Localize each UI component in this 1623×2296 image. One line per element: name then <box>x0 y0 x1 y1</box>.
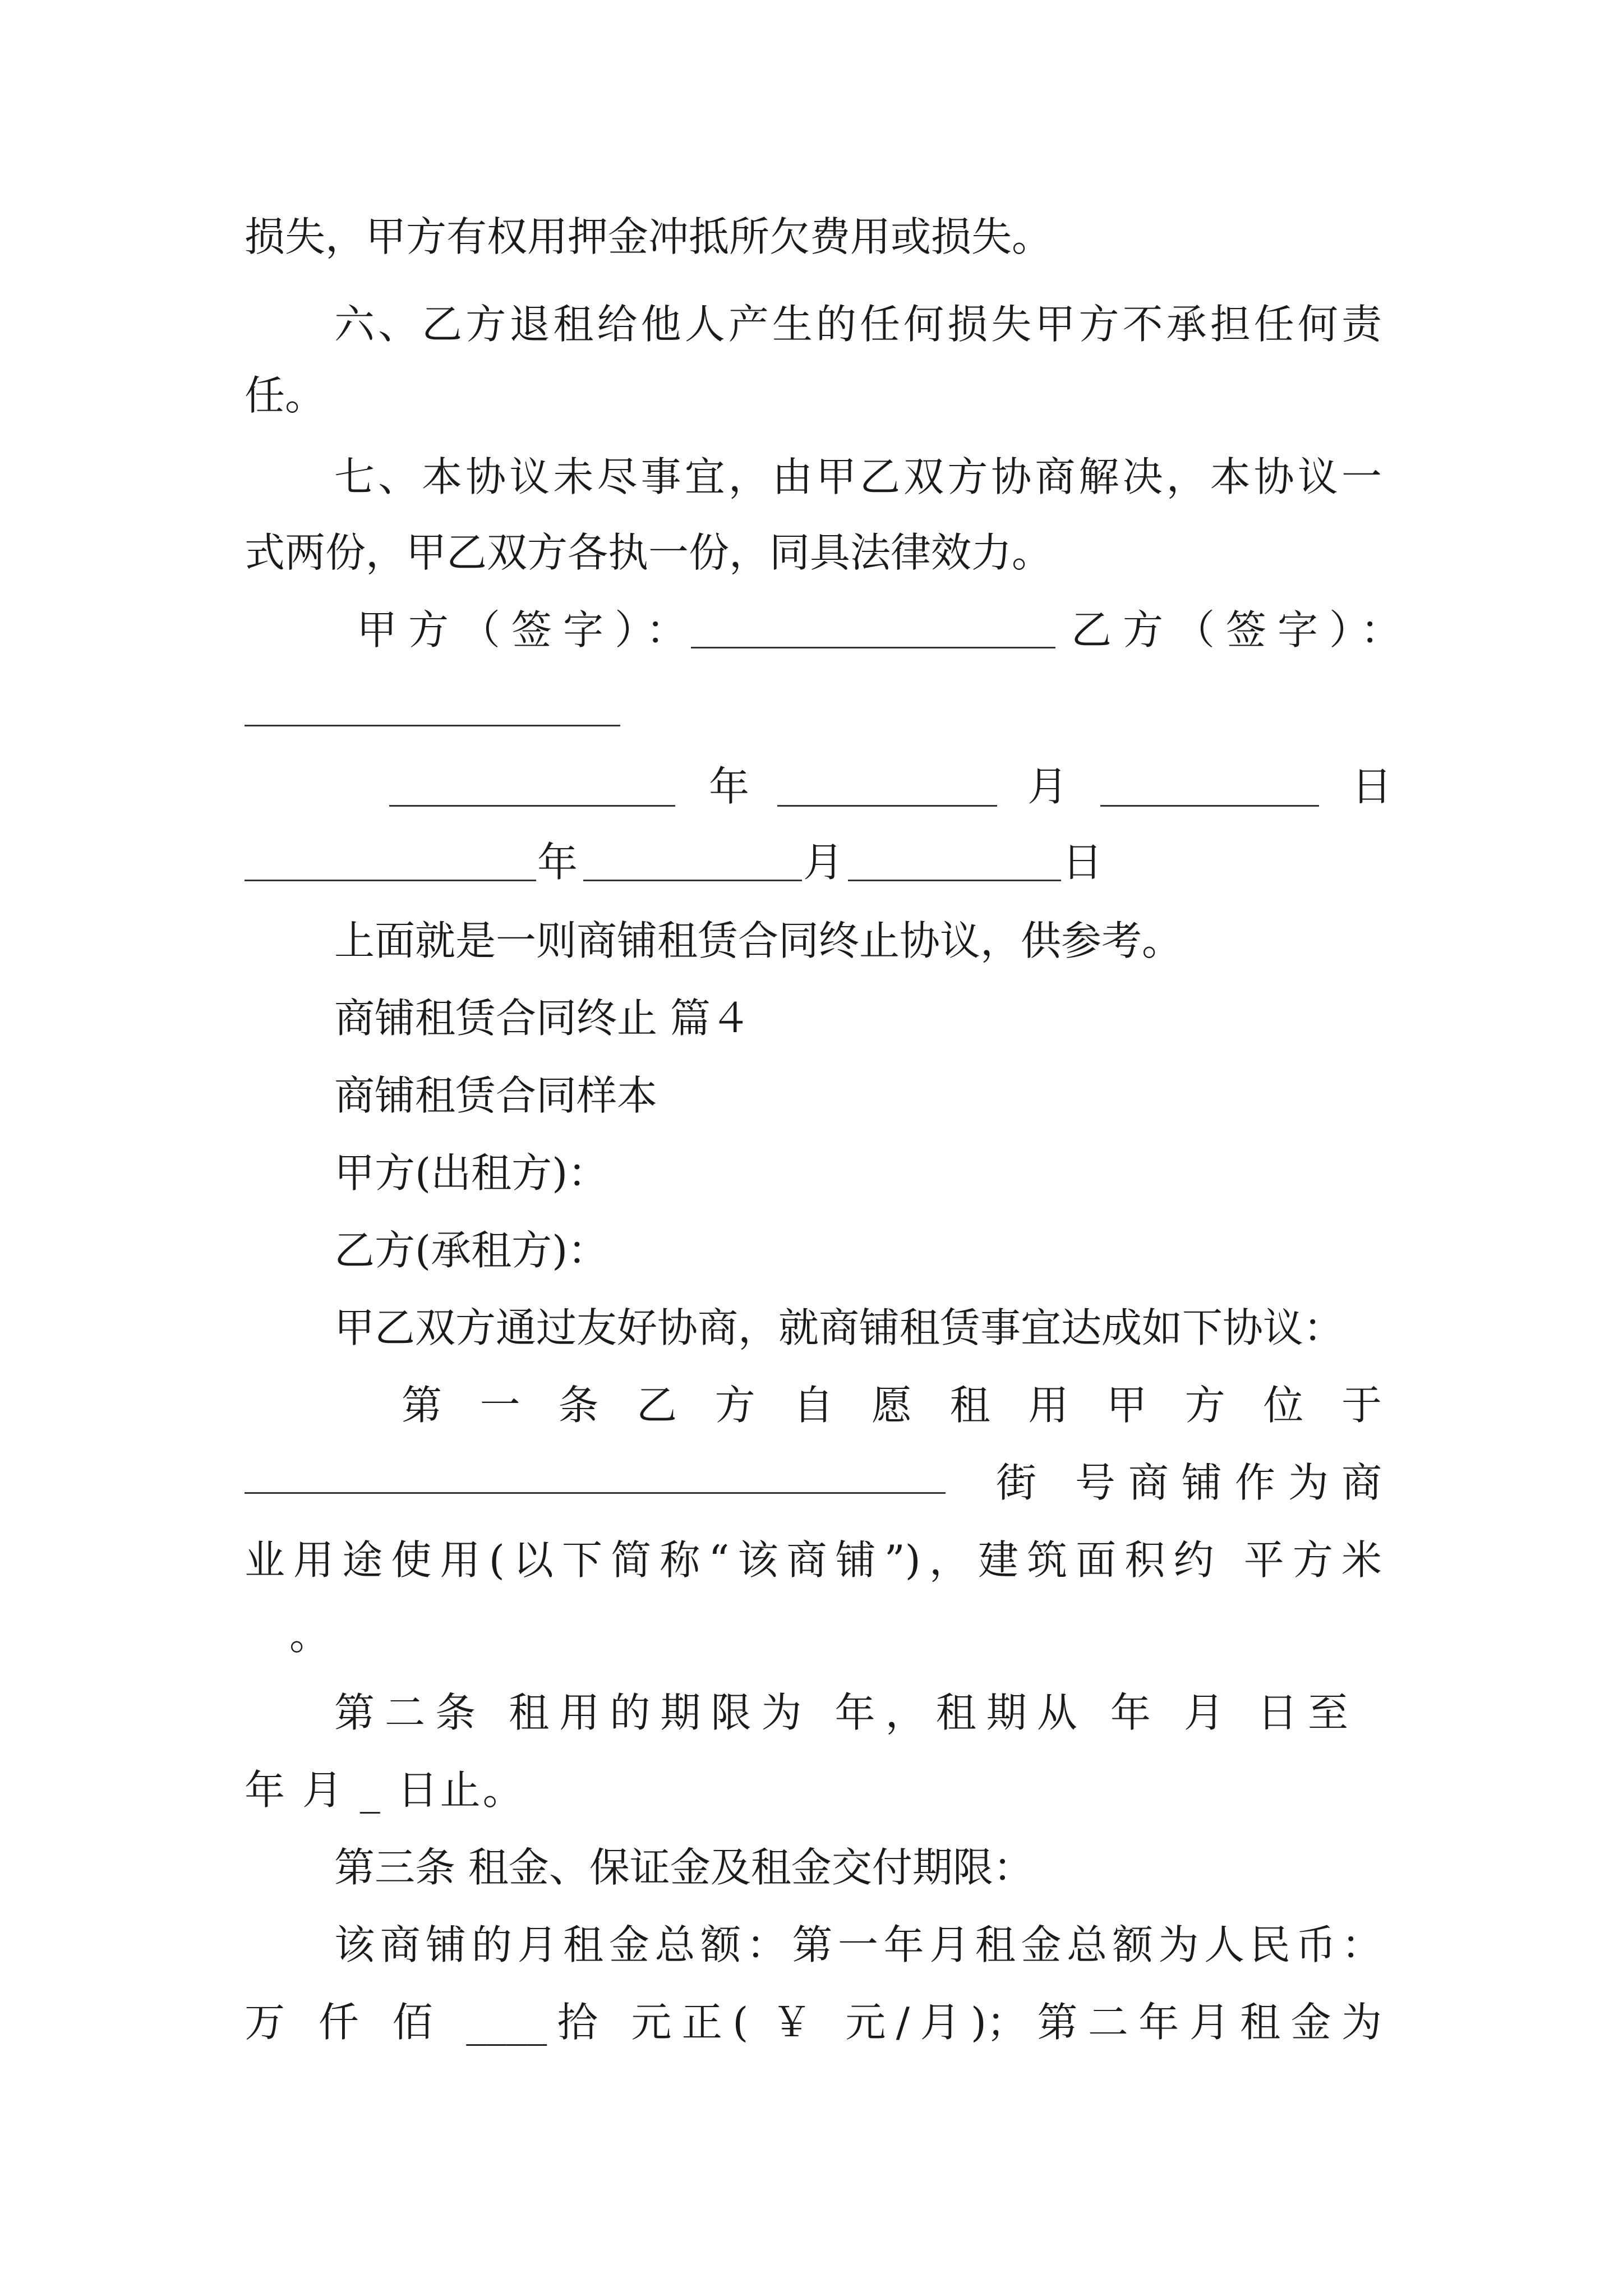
signature-line-party-b <box>245 725 620 726</box>
signature-line-party-a <box>691 647 1055 648</box>
rent-line-1: 该商铺的月租金总额：第一年月租金总额为人民币： <box>334 1921 1382 1968</box>
date-month-label-2: 月 <box>803 839 844 886</box>
text-line: 六、乙方退租给他人产生的任何损失甲方不承担任何责 <box>334 301 1382 348</box>
text-line: 任。 <box>245 372 326 419</box>
article-3-heading: 第三条 租金、保证金及租金交付期限： <box>334 1844 1034 1891</box>
section-heading: 商铺租赁合同终止 篇４ <box>334 995 751 1042</box>
signature-label-party-b: 乙方（签字）： <box>1071 606 1413 654</box>
date-month-label: 月 <box>1027 763 1068 810</box>
date-year-label: 年 <box>709 763 750 810</box>
article-1-line-2: 街 号商铺作为商 <box>996 1459 1382 1506</box>
date-blank-day-2 <box>848 880 1061 881</box>
party-b-label: 乙方(承租方)： <box>334 1227 608 1274</box>
party-a-label: 甲方(出租方)： <box>334 1149 608 1197</box>
date-blank-day <box>1100 805 1319 807</box>
agreement-intro: 甲乙双方通过友好协商，就商铺租赁事宜达成如下协议： <box>334 1304 1344 1351</box>
article-1-line-3: 业用途使用(以下简称“该商铺”)，建筑面积约 平方米 <box>245 1536 1382 1584</box>
date-year-label-2: 年 <box>537 839 578 886</box>
address-blank <box>245 1492 946 1494</box>
text-line: 七、本协议未尽事宜，由甲乙双方协商解决，本协议一 <box>334 453 1382 500</box>
article-2-line-1: 第二条 租用的期限为 年，租期从 年 月 日至 <box>334 1689 1348 1736</box>
rent-line-2: 万 仟 佰 ____拾 元正( ￥ 元/月)；第二年月租金为 <box>245 1999 1382 2046</box>
date-day-label: 日 <box>1352 763 1393 810</box>
date-blank-year-2 <box>245 880 536 881</box>
article-1-line-4: 。 <box>289 1612 330 1659</box>
date-blank-year <box>389 805 675 807</box>
date-blank-month <box>777 805 997 807</box>
date-day-label-2: 日 <box>1062 839 1103 886</box>
article-2-line-2: 年 月 _ 日止。 <box>245 1766 525 1814</box>
closing-note: 上面就是一则商铺租赁合同终止协议，供参考。 <box>334 917 1183 964</box>
contract-title: 商铺租赁合同样本 <box>334 1072 658 1119</box>
date-blank-month-2 <box>583 880 802 881</box>
signature-label-party-a: 甲方（签字）： <box>357 606 698 654</box>
text-line: 式两份，甲乙双方各执一份，同具法律效力。 <box>245 529 1053 576</box>
article-1-line-1: 第 一 条 乙 方 自 愿 租 用 甲 方 位 于 <box>402 1382 1382 1429</box>
text-line: 损失，甲方有权用押金冲抵所欠费用或损失。 <box>245 213 1053 260</box>
